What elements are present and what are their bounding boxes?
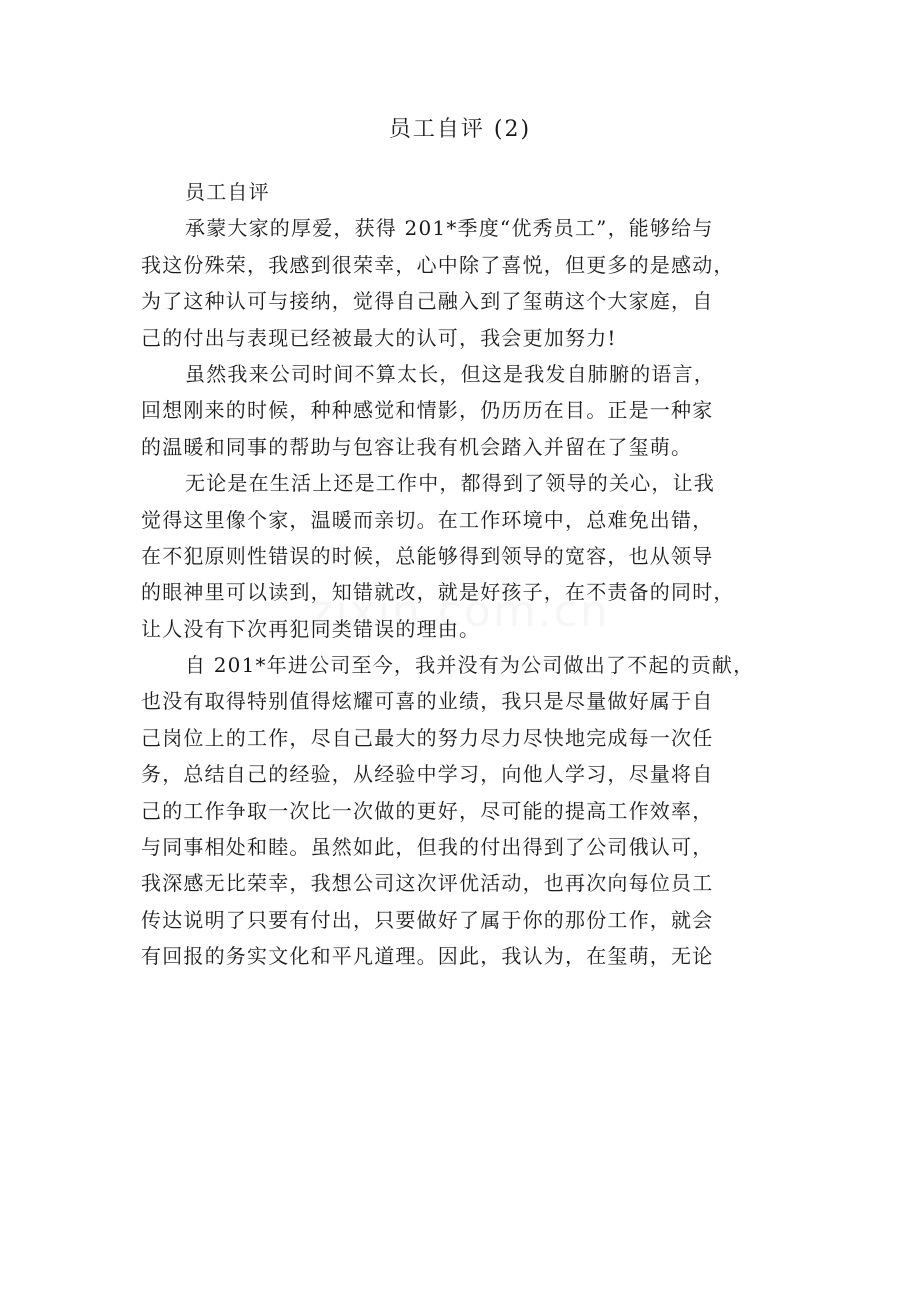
text-line: 在不犯原则性错误的时候，总能够得到领导的宽容，也从领导: [141, 543, 714, 568]
text-line: 无论是在生活上还是工作中，都得到了领导的关心，让我: [185, 471, 715, 496]
text-line: 让人没有下次再犯同类错误的理由。: [141, 616, 481, 641]
text-line: 的温暖和同事的帮助与包容让我有机会踏入并留在了玺萌。: [141, 434, 693, 459]
text-line: 务，总结自己的经验，从经验中学习，向他人学习，尽量将自: [141, 762, 714, 787]
text-line: 我这份殊荣，我感到很荣幸，心中除了喜悦，但更多的是感动，: [141, 252, 735, 277]
text-line: 回想刚来的时候，种种感觉和情影，仍历历在目。正是一种家: [141, 398, 714, 423]
text-line: 我深感无比荣幸，我想公司这次评优活动，也再次向每位员工: [141, 871, 714, 896]
text-line: 虽然我来公司时间不算太长，但这是我发自肺腑的语言，: [185, 361, 715, 386]
text-line: 承蒙大家的厚爱，获得 201*季度“优秀员工”，能够给与: [185, 216, 714, 241]
text-line: 觉得这里像个家，温暖而亲切。在工作环境中，总难免出错，: [141, 507, 714, 532]
text-line: 与同事相处和睦。虽然如此，但我的付出得到了公司俄认可，: [141, 835, 714, 860]
text-line: 己岗位上的工作，尽自己最大的努力尽力尽快地完成每一次任: [141, 725, 714, 750]
text-line: 也没有取得特别值得炫耀可喜的业绩，我只是尽量做好属于自: [141, 689, 714, 714]
document-title: 员工自评 (2): [388, 117, 532, 142]
text-line: 己的工作争取一次比一次做的更好，尽可能的提高工作效率，: [141, 798, 714, 823]
heading-line: 员工自评: [185, 180, 270, 204]
text-line: 自 201*年进公司至今，我并没有为公司做出了不起的贡献，: [185, 653, 755, 678]
text-line: 有回报的务实文化和平凡道理。因此，我认为，在玺萌，无论: [141, 944, 714, 969]
text-line: 为了这种认可与接纳，觉得自己融入到了玺萌这个大家庭，自: [141, 289, 714, 314]
text-line: 传达说明了只要有付出，只要做好了属于你的那份工作，就会: [141, 907, 714, 932]
document-body: [141, 174, 791, 975]
text-line: 己的付出与表现已经被最大的认可，我会更加努力!: [141, 325, 617, 350]
text-line: 的眼神里可以读到，知错就改，就是好孩子，在不责备的同时，: [141, 580, 735, 605]
